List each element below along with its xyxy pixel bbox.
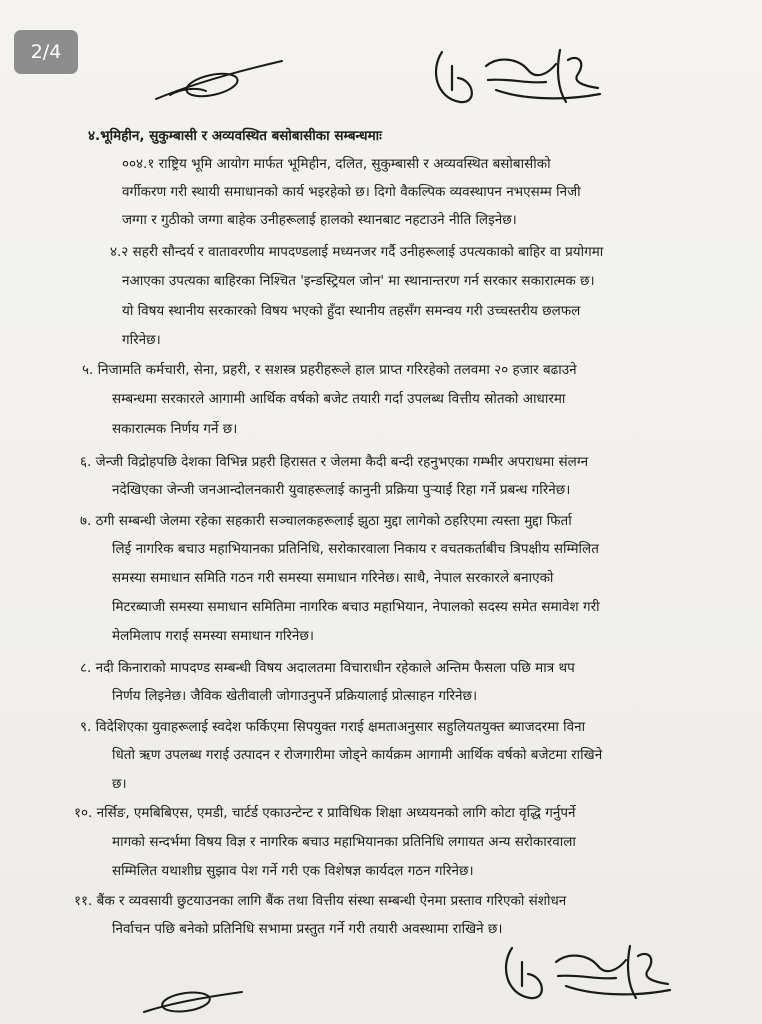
text-line: ००४.१ राष्ट्रिय भूमि आयोग मार्फत भूमिहीन, दलित, सुकुम्बासी र अव्यवस्थित बसोबासीको (122, 156, 551, 172)
text-line: नआएका उपत्यका बाहिरका निश्चित 'इन्डस्ट्रियल जोन' मा स्थानान्तरण गर्न सरकार सकारात्मक छ। (122, 273, 595, 289)
page-indicator-badge: 2/4 (14, 30, 78, 74)
text-line: मेलमिलाप गराई समस्या समाधान गरिनेछ। (112, 628, 314, 644)
text-line: मागको सन्दर्भमा विषय विज्ञ र नागरिक बचाउ महाभियानका प्रतिनिधि लगायत अन्य सरोकारवाला (112, 834, 576, 850)
text-line: छ। (112, 776, 127, 792)
text-line: ५. निजामति कर्मचारी, सेना, प्रहरी, र सशस्त्र प्रहरीहरूले हाल प्राप्त गरिरहेको तलवमा २० हजार बढाउने (82, 362, 577, 378)
text-line: ७. ठगी सम्बन्धी जेलमा रहेका सहकारी सञ्चालकहरूलाई झुठा मुद्दा लागेको ठहरिएमा त्यस्ता मुद्दा फिर्ता (80, 513, 572, 529)
text-line: सकारात्मक निर्णय गर्ने छ। (112, 421, 238, 437)
text-line: गरिनेछ। (122, 332, 161, 348)
text-line: ४.२ सहरी सौन्दर्य र वातावरणीय मापदण्डलाई मध्यनजर गर्दै उनीहरूलाई उपत्यकाको बाहिर वा प्रयोगमा (110, 244, 604, 260)
text-line: लिई नागरिक बचाउ महाभियानका प्रतिनिधि, सरोकारवाला निकाय र वचतकर्ताबीच त्रिपक्षीय सम्मिलित (112, 541, 599, 557)
text-line: जग्गा र गुठीको जग्गा बाहेक उनीहरूलाई हालको स्थानबाट नहटाउने नीति लिइनेछ। (122, 212, 517, 228)
text-line: मिटरब्याजी समस्या समाधान समितिमा नागरिक बचाउ महाभियान, नेपालको सदस्य समेत समावेश गरी (112, 599, 600, 615)
text-line: निर्वाचन पछि बनेको प्रतिनिधि सभामा प्रस्तुत गर्ने गरी तयारी अवस्थामा राखिने छ। (112, 921, 503, 937)
text-line: सम्बन्धमा सरकारले आगामी आर्थिक वर्षको बजेट तयारी गर्दा उपलब्ध वित्तीय स्रोतको आधारमा (112, 391, 566, 407)
signature-top-right (428, 40, 608, 115)
text-line: धितो ऋण उपलब्ध गराई उत्पादन र रोजगारीमा जोड्ने कार्यक्रम आगामी आर्थिक वर्षको बजेटमा राखिने (112, 747, 603, 763)
text-line: नदेखिएका जेन्जी जनआन्दोलनकारी युवाहरूलाई कानुनी प्रक्रिया पुऱ्याई रिहा गर्ने प्रबन्ध गरिनेछ। (112, 482, 571, 498)
text-line: सम्मिलित यथाशीघ्र सुझाव पेश गर्ने गरी एक विशेषज्ञ कार्यदल गठन गरिनेछ। (112, 863, 474, 879)
text-line: ९. विदेशिएका युवाहरूलाई स्वदेश फर्किएमा सिपयुक्त गराई क्षमताअनुसार सहुलियतयुक्त ब्याजदरमा विना (80, 719, 586, 735)
text-line: यो विषय स्थानीय सरकारको विषय भएको हुँदा स्थानीय तहसँग समन्वय गरी उच्चस्तरीय छलफल (122, 303, 581, 319)
signature-top-left (150, 55, 290, 115)
text-line: समस्या समाधान समिति गठन गरी समस्या समाधान गरिनेछ। साथै, नेपाल सरकारले बनाएको (112, 570, 554, 586)
text-line: निर्णय लिइनेछ। जैविक खेतीवाली जोगाउनुपर्ने प्रक्रियालाई प्रोत्साहन गरिनेछ। (112, 688, 478, 704)
text-line: ११. बैंक र व्यवसायी छुटयाउनका लागि बैंक तथा वित्तीय संस्था सम्बन्धी ऐनमा प्रस्ताव गरिएको संशोधन (74, 893, 567, 909)
text-line: ८. नदी किनाराको मापदण्ड सम्बन्धी विषय अदालतमा विचाराधीन रहेकाले अन्तिम फैसला पछि मात्र थप (80, 660, 575, 676)
text-line: वर्गीकरण गरी स्थायी समाधानको कार्य भइरहेको छ। दिगो वैकल्पिक व्यवस्थापन नभएसम्म निजी (122, 184, 581, 200)
text-line: १०. नर्सिङ, एमबिबिएस, एमडी, चार्टर्ड एकाउन्टेन्ट र प्राविधिक शिक्षा अध्ययनको लागि कोटा वृद्धि गर्नुपर्ने (74, 805, 576, 821)
text-line: ६. जेन्जी विद्रोहपछि देशका विभिन्न प्रहरी हिरासत र जेलमा कैदी बन्दी रहनुभएका गम्भीर अपराधमा संलग्न (80, 454, 589, 470)
text-line: ४.भूमिहीन, सुकुम्बासी र अव्यवस्थित बसोबासीका सम्बन्धमाः (88, 128, 382, 144)
signature-bottom-left (138, 980, 248, 1020)
signature-bottom-right (498, 938, 678, 1010)
